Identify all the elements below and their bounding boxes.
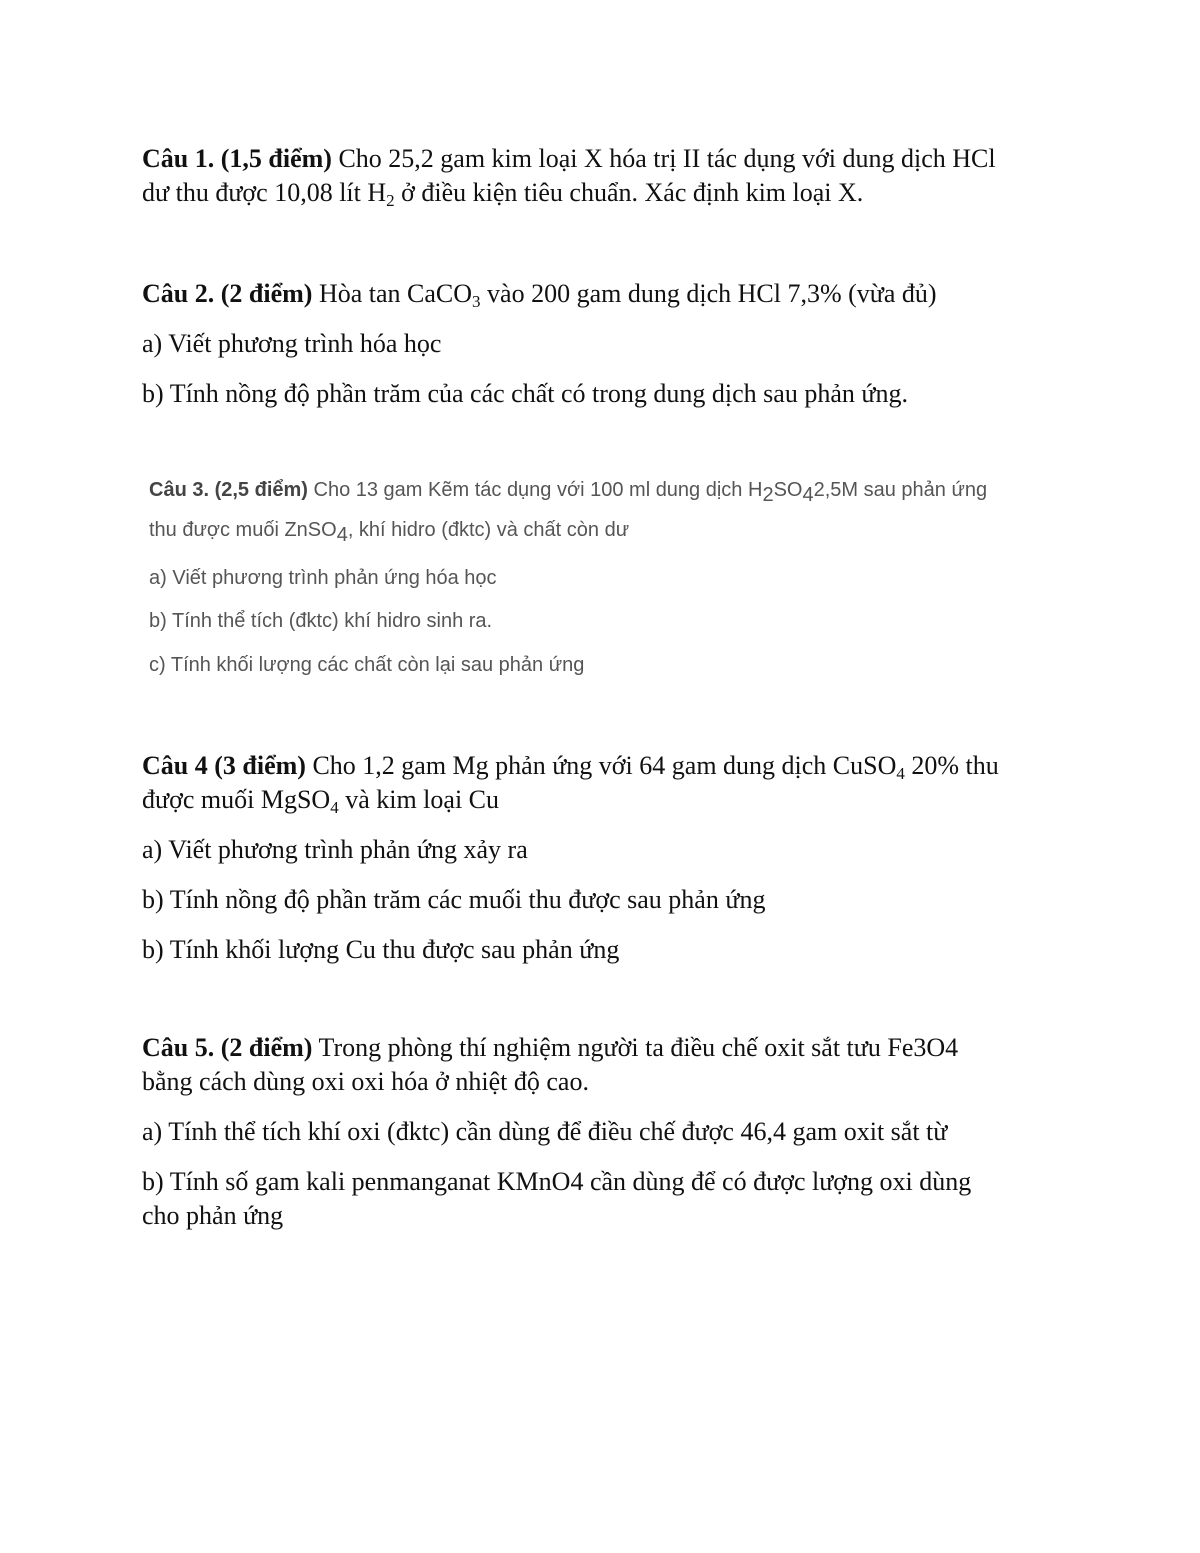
question-4-text-b: được muối MgSO: [142, 785, 331, 814]
question-3-text-a2: SO: [773, 479, 803, 501]
question-2-line-1: [142, 277, 1062, 311]
question-3-text-b2: , khí hidro (đktc) và chất còn dư: [347, 519, 630, 541]
question-3-part-b: b) Tính thể tích (đktc) khí hidro sinh ra.: [149, 610, 493, 632]
question-2-points: (2 điểm): [220, 279, 313, 308]
question-2: [142, 277, 1062, 411]
question-5-part-b-line-2: cho phản ứng: [142, 1201, 284, 1230]
question-1-label: Câu 1.: [142, 144, 215, 173]
question-5-text-a: Trong phòng thí nghiệm người ta điều chế oxit sắt tưu Fe3O4: [312, 1033, 959, 1062]
question-1-line-2: [142, 176, 1062, 210]
question-4-part-a: a) Viết phương trình phản ứng xảy ra: [142, 835, 528, 864]
question-2-text-a: Hòa tan CaCO: [312, 279, 473, 308]
question-4-text-b2: và kim loại Cu: [338, 785, 500, 814]
subscript: 4: [336, 524, 348, 546]
question-3-points: (2,5 điểm): [214, 479, 308, 501]
subscript: 2: [762, 484, 774, 506]
question-1-line-1: [142, 142, 1062, 176]
question-4-text-a2: 20% thu: [904, 751, 999, 780]
question-4-label: Câu 4: [142, 751, 208, 780]
subscript: 4: [802, 484, 814, 506]
question-4-text-a: Cho 1,2 gam Mg phản ứng với 64 gam dung dịch CuSO: [305, 751, 897, 780]
question-3-text-a3: 2,5M sau phản ứng: [813, 479, 988, 501]
question-2-label: Câu 2.: [142, 279, 215, 308]
question-4-part-b: b) Tính nồng độ phần trăm các muối thu được sau phản ứng: [142, 885, 766, 914]
question-2-part-a: a) Viết phương trình hóa học: [142, 329, 442, 358]
question-1-points: (1,5 điểm): [220, 144, 332, 173]
question-3-label: Câu 3.: [149, 479, 210, 501]
question-5-part-a: a) Tính thể tích khí oxi (đktc) cần dùng để điều chế được 46,4 gam oxit sắt từ: [142, 1117, 948, 1146]
question-5: [142, 1031, 1062, 1233]
question-3-part-c: c) Tính khối lượng các chất còn lại sau phản ứng: [149, 654, 585, 676]
question-3-part-a: a) Viết phương trình phản ứng hóa học: [149, 567, 497, 589]
question-3-line-1: [149, 479, 988, 506]
question-2-text-b: vào 200 gam dung dịch HCl 7,3% (vừa đủ): [480, 279, 937, 308]
question-4-line-2: [142, 783, 1062, 817]
question-1-text-c: ở điều kiện tiêu chuẩn. Xác định kim loại X.: [394, 178, 864, 207]
question-5-part-b-line-1: b) Tính số gam kali penmanganat KMnO4 cần dùng để có được lượng oxi dùng: [142, 1167, 972, 1196]
question-2-part-b: b) Tính nồng độ phần trăm của các chất có trong dung dịch sau phản ứng.: [142, 379, 908, 408]
question-5-line-1: [142, 1031, 1062, 1065]
question-3-text-b: thu được muối ZnSO: [149, 519, 337, 541]
question-4-line-1: [142, 749, 1062, 783]
question-3-line-2: [149, 519, 630, 546]
question-4: [142, 749, 1062, 967]
subscript: 4: [896, 764, 905, 783]
question-5-line-2: bằng cách dùng oxi oxi hóa ở nhiệt độ cao.: [142, 1067, 589, 1096]
question-5-points: (2 điểm): [220, 1033, 313, 1062]
question-5-label: Câu 5.: [142, 1033, 215, 1062]
subscript: 2: [386, 191, 395, 210]
question-4-part-c: b) Tính khối lượng Cu thu được sau phản ứng: [142, 935, 620, 964]
question-1: [142, 142, 1062, 210]
question-4-points: (3 điểm): [214, 751, 306, 780]
question-3-text-a: Cho 13 gam Kẽm tác dụng với 100 ml dung dịch H: [307, 479, 763, 501]
subscript: 4: [330, 798, 339, 817]
question-1-text: Cho 25,2 gam kim loại X hóa trị II tác dụng với dung dịch HCl: [331, 144, 996, 173]
question-1-text-b: dư thu được 10,08 lít H: [142, 178, 387, 207]
subscript: 3: [472, 292, 481, 311]
